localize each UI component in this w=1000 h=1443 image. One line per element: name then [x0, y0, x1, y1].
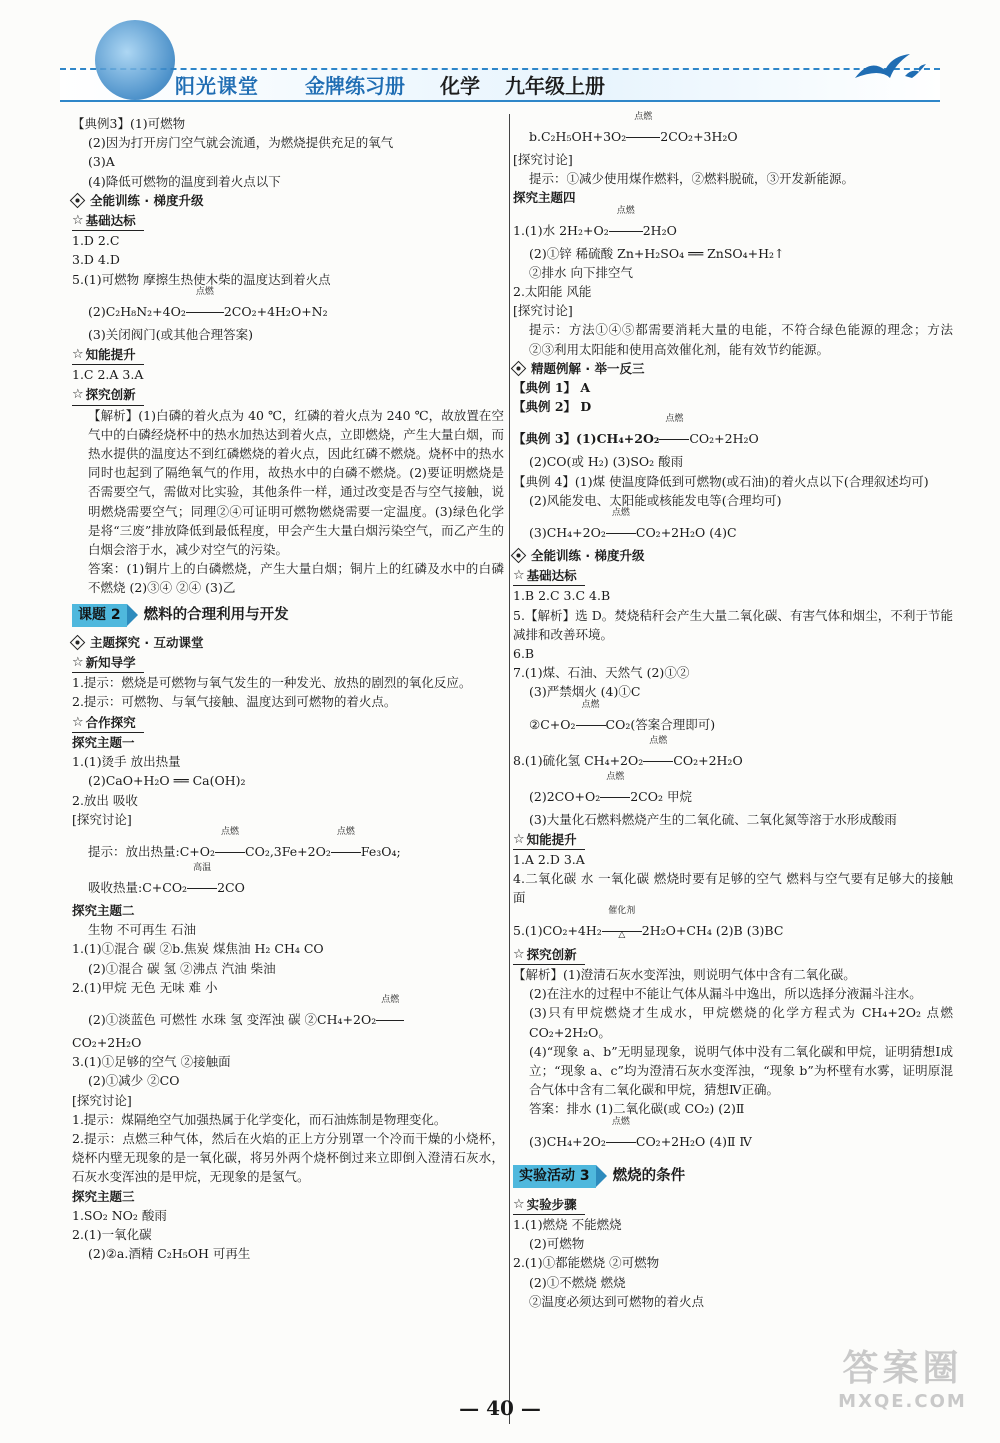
text-line: 3.(1)①足够的空气 ②接触面 [72, 1054, 231, 1070]
topic-heading: 探究主题四 [513, 190, 576, 206]
diamond-icon [511, 548, 527, 564]
bird-icon [850, 48, 930, 88]
text-line: (2)①减少 ②CO [88, 1073, 180, 1089]
text-line: 提示：方法①④⑤都需要消耗大量的电能，不符合绿色能源的理念；方法②③利用太阳能和使用高效催化剂，能有效节约能源。 [529, 322, 953, 357]
text-line: (2)可燃物 [529, 1236, 585, 1252]
text-line: 【典例 1】 A [513, 380, 591, 396]
left-column [72, 114, 504, 1263]
text-line: 1.C 2.A 3.A [72, 367, 144, 383]
text-line: 3.D 4.D [72, 252, 120, 268]
topic-heading: 探究主题一 [72, 734, 135, 750]
section-heading: 全能训练 · 梯度升级 [72, 191, 504, 210]
equation-line: 【典例 3】(1)CH₄+2O₂ 点燃 CO₂+2H₂O [513, 414, 759, 447]
equation-line: b.C₂H₅OH+3O₂ 点燃 2CO₂+3H₂O [529, 112, 738, 144]
text-line: 1.D 2.C [72, 233, 120, 249]
column-divider [509, 114, 510, 1424]
section-heading: 主题探究 · 互动课堂 [72, 633, 504, 652]
equation-line: (2)C₂H₈N₂+4O₂ 点燃 2CO₂+4H₂O+N₂ [88, 286, 328, 319]
cartoon-logo-icon [95, 20, 175, 100]
star-icon: ☆ [513, 568, 525, 584]
activity-banner [513, 1165, 953, 1188]
text-line: 2.提示：可燃物、与氧气接触、温度达到可燃物的着火点。 [72, 694, 397, 710]
text-line: 6.B [513, 646, 535, 662]
arrow-icon [596, 1165, 607, 1187]
text-line: (3)只有甲烷燃烧才生成水，甲烷燃烧的化学方程式为 CH₄+2O₂ 点燃 CO₂+2H₂O。 [529, 1005, 953, 1040]
subsection-heading: ☆ 探究创新 [513, 945, 585, 965]
lesson-banner [72, 604, 504, 627]
text-line: 2.太阳能 风能 [513, 284, 592, 300]
section-heading: 精题例解 · 举一反三 [513, 359, 953, 378]
text-line: (2)②a.酒精 C₂H₅OH 可再生 [88, 1246, 251, 1262]
discussion-heading: [探究讨论] [72, 811, 132, 827]
topic-heading: 探究主题三 [72, 1188, 135, 1204]
discussion-heading: [探究讨论] [513, 303, 573, 319]
subsection-heading: ☆ 知能提升 [513, 830, 585, 850]
text-line: 5.(1)可燃物 摩擦生热使木柴的温度达到着火点 [72, 271, 331, 287]
text-line: ②排水 向下排空气 [529, 264, 633, 280]
text-line: 【典例 4】(1)煤 使温度降低到可燃物(或石油)的着火点以下(合理叙述均可) [513, 473, 929, 489]
page-number: — 40 — [459, 1396, 541, 1420]
text-line: 2.(1)①都能燃烧 ②可燃物 [513, 1255, 660, 1271]
series-title: 阳光课堂 [175, 74, 259, 98]
star-icon: ☆ [513, 946, 525, 962]
text-line: 1.(1)烫手 放出热量 [72, 754, 181, 770]
subject-label: 化学 [440, 74, 480, 98]
star-icon: ☆ [72, 213, 84, 229]
star-icon: ☆ [72, 655, 84, 671]
text-line: (2)风能发电、太阳能或核能发电等(合理均可) [529, 492, 782, 508]
text-line: 1.提示：燃烧是可燃物与氧气发生的一种发光、放热的剧烈的氧化反应。 [72, 675, 472, 691]
text-line: 【典例 2】 D [513, 399, 592, 415]
text-line: 1.A 2.D 3.A [513, 852, 585, 868]
text-line: (2)在注水的过程中不能让气体从漏斗中逸出，所以选择分液漏斗注水。 [529, 986, 922, 1002]
page-header [0, 0, 1000, 110]
text-line: 提示：①减少使用煤作燃料，②燃料脱硫，③开发新能源。 [529, 171, 855, 187]
right-column [513, 114, 953, 1311]
text-line: (2)CO(或 H₂) (3)SO₂ 酸雨 [529, 454, 684, 470]
subsection-heading: ☆ 基础达标 [513, 566, 585, 586]
book-title: 金牌练习册 [305, 74, 405, 98]
arrow-icon [127, 604, 138, 626]
discussion-heading: [探究讨论] [72, 1092, 132, 1108]
star-icon: ☆ [72, 347, 84, 363]
text-line: ②温度必须达到可燃物的着火点 [529, 1293, 705, 1309]
text-line: 1.(1)燃烧 不能燃烧 [513, 1216, 622, 1232]
analysis-paragraph: 【解析】(1)澄清石灰水变浑浊，则说明气体中含有二氧化碳。 [513, 966, 856, 982]
subsection-heading: ☆ 新知导学 [72, 653, 144, 673]
text-line: 1.(1)①混合 碳 ②b.焦炭 煤焦油 H₂ CH₄ CO [72, 941, 324, 957]
activity-tag: 实验活动 3 [513, 1165, 596, 1188]
text-line: (2)①不燃烧 燃烧 [529, 1274, 626, 1290]
text-line: (3)大量化石燃料燃烧产生的二氧化硫、二氧化氮等溶于水形成酸雨 [529, 811, 897, 827]
text-line: 生物 不可再生 石油 [88, 922, 196, 938]
text-line: (2)①锌 稀硫酸 Zn+H₂SO₄ ══ ZnSO₄+H₂↑ [529, 245, 785, 261]
text-line: 【典例3】(1)可燃物 [72, 116, 186, 131]
text-line: 4.二氧化碳 水 一氧化碳 燃烧时要有足够的空气 燃料与空气要有足够大的接触面 [513, 871, 953, 906]
grade-label: 九年级上册 [505, 74, 605, 98]
section-heading: 全能训练 · 梯度升级 [513, 546, 953, 565]
star-icon: ☆ [72, 387, 84, 403]
answer-paragraph: 答案：(1)铜片上的白磷燃烧，产生大量白烟；铜片上的红磷及水中的白磷不燃烧 (2)③④ ②④ (3)乙 [88, 561, 504, 596]
equation-line: 1.(1)水 2H₂+O₂ 点燃 2H₂O [513, 205, 677, 238]
star-icon: ☆ [513, 831, 525, 847]
subsection-heading: ☆ 知能提升 [72, 345, 144, 365]
answer-line: 答案：排水 (1)二氧化碳(或 CO₂) (2)Ⅱ [529, 1101, 745, 1117]
activity-title: 燃烧的条件 [612, 1167, 686, 1184]
text-line: (3)严禁烟火 (4)①C [529, 684, 641, 700]
equation-line: 提示：放出热量:C+O₂ 点燃 CO₂,3Fe+2O₂ 点燃 Fe₃O₄; [88, 826, 401, 859]
discussion-heading: [探究讨论] [513, 152, 573, 167]
watermark-logo: 答案圈 MXQE.COM [838, 1348, 967, 1412]
subsection-heading: ☆ 合作探究 [72, 713, 144, 733]
text-line: 1.B 2.C 3.C 4.B [513, 588, 611, 604]
text-line: CO₂+2H₂O [72, 1034, 142, 1050]
text-line: (4)“现象 a、b”无明显现象，说明气体中没有二氧化碳和甲烷，证明猜想Ⅰ成立；“现象 a、c”均为澄清石灰水变浑浊，“现象 b”为杯壁有水雾，证明原混合气体中含有二氧化碳和甲烷，猜想Ⅳ正确。 [529, 1043, 953, 1098]
subsection-heading: ☆ 实验步骤 [513, 1195, 585, 1215]
text-line: 2.提示：点燃三种气体，然后在火焰的正上方分别罩一个冷而干燥的小烧杯，烧杯内壁无现象的是一氧化碳，将另外两个烧杯倒过来立即倒入澄清石灰水，石灰水变浑浊的是甲烷，无现象的是氢气。 [72, 1130, 504, 1185]
text-line: 2.(1)甲烷 无色 无味 难 小 [72, 979, 218, 995]
equation-line: 8.(1)硫化氢 CH₄+2O₂ 点燃 CO₂+2H₂O [513, 735, 743, 768]
diamond-icon [70, 193, 86, 209]
text-line: 2.(1)一氧化碳 [72, 1226, 152, 1242]
equation-line: ②C+O₂ 点燃 CO₂(答案合理即可) [529, 699, 716, 732]
text-line: 7.(1)煤、石油、天然气 (2)①② [513, 665, 690, 681]
text-line: 5.【解析】选 D。焚烧秸秆会产生大量二氧化碳、有害气体和烟尘，不利于节能减排和改善环境。 [513, 607, 953, 642]
lesson-title: 燃料的合理利用与开发 [143, 606, 289, 623]
equation-line: (3)CH₄+2O₂ 点燃 CO₂+2H₂O (4)C [529, 508, 737, 541]
text-line: 2.放出 吸收 [72, 792, 138, 808]
diamond-icon [70, 635, 86, 651]
lesson-tag: 课题 2 [72, 604, 127, 627]
text-line: (2)①混合 碳 氢 ②沸点 汽油 柴油 [88, 960, 276, 976]
topic-heading: 探究主题二 [72, 902, 135, 918]
star-icon: ☆ [513, 1196, 525, 1212]
text-line: (3)关闭阀门(或其他合理答案) [88, 326, 253, 342]
text-line: 1.提示：煤隔绝空气加强热属于化学变化，而石油炼制是物理变化。 [72, 1111, 447, 1127]
equation-line: (2)①淡蓝色 可燃性 水珠 氢 变浑浊 碳 ②CH₄+2O₂ 点燃 [72, 997, 504, 1033]
text-line: 1.SO₂ NO₂ 酸雨 [72, 1207, 167, 1223]
analysis-paragraph: 【解析】(1)白磷的着火点为 40 ℃，红磷的着火点为 240 ℃，故放置在空气中的白磷经烧杯中的热水加热达到着火点，立即燃烧，产生大量白烟，而热水提供的温度达不到红磷燃烧的着火点，因此红磷不燃烧。烧杯中的热水同时也起到了隔绝氧气的作用，故热水中的白磷不燃烧。(2)要证明燃烧是否需要空气，需做对比实验，其他条件一样，通过改变是否与空气接触，说明燃烧需要空气；同理②④可证明可燃物燃烧需要一定温度。(3)绿色化学是将“三废”排放降低到最低程度，甲会产生大量白烟污染空气，而乙产生的白烟会溶于水，减少对空气的污染。 [88, 407, 504, 558]
text-line: (2)CaO+H₂O ══ Ca(OH)₂ [88, 773, 246, 789]
subsection-heading: ☆ 基础达标 [72, 211, 144, 231]
equation-line: 吸收热量:C+CO₂ 高温 2CO [88, 862, 245, 895]
equation-line: 5.(1)CO₂+4H₂ 催化剂 △ 2H₂O+CH₄ (2)B (3)BC [513, 905, 784, 940]
text-line: (3)A [88, 154, 115, 170]
text-line: (4)降低可燃物的温度到着火点以下 [88, 173, 281, 189]
diamond-icon [511, 361, 527, 377]
star-icon: ☆ [72, 714, 84, 730]
text-line: (2)因为打开房门空气就会流通，为燃烧提供充足的氧气 [88, 135, 394, 151]
equation-line: (2)2CO+O₂ 点燃 2CO₂ 甲烷 [529, 771, 692, 804]
subsection-heading: ☆ 探究创新 [72, 385, 144, 405]
equation-line: (3)CH₄+2O₂ 点燃 CO₂+2H₂O (4)Ⅱ Ⅳ [529, 1116, 752, 1149]
